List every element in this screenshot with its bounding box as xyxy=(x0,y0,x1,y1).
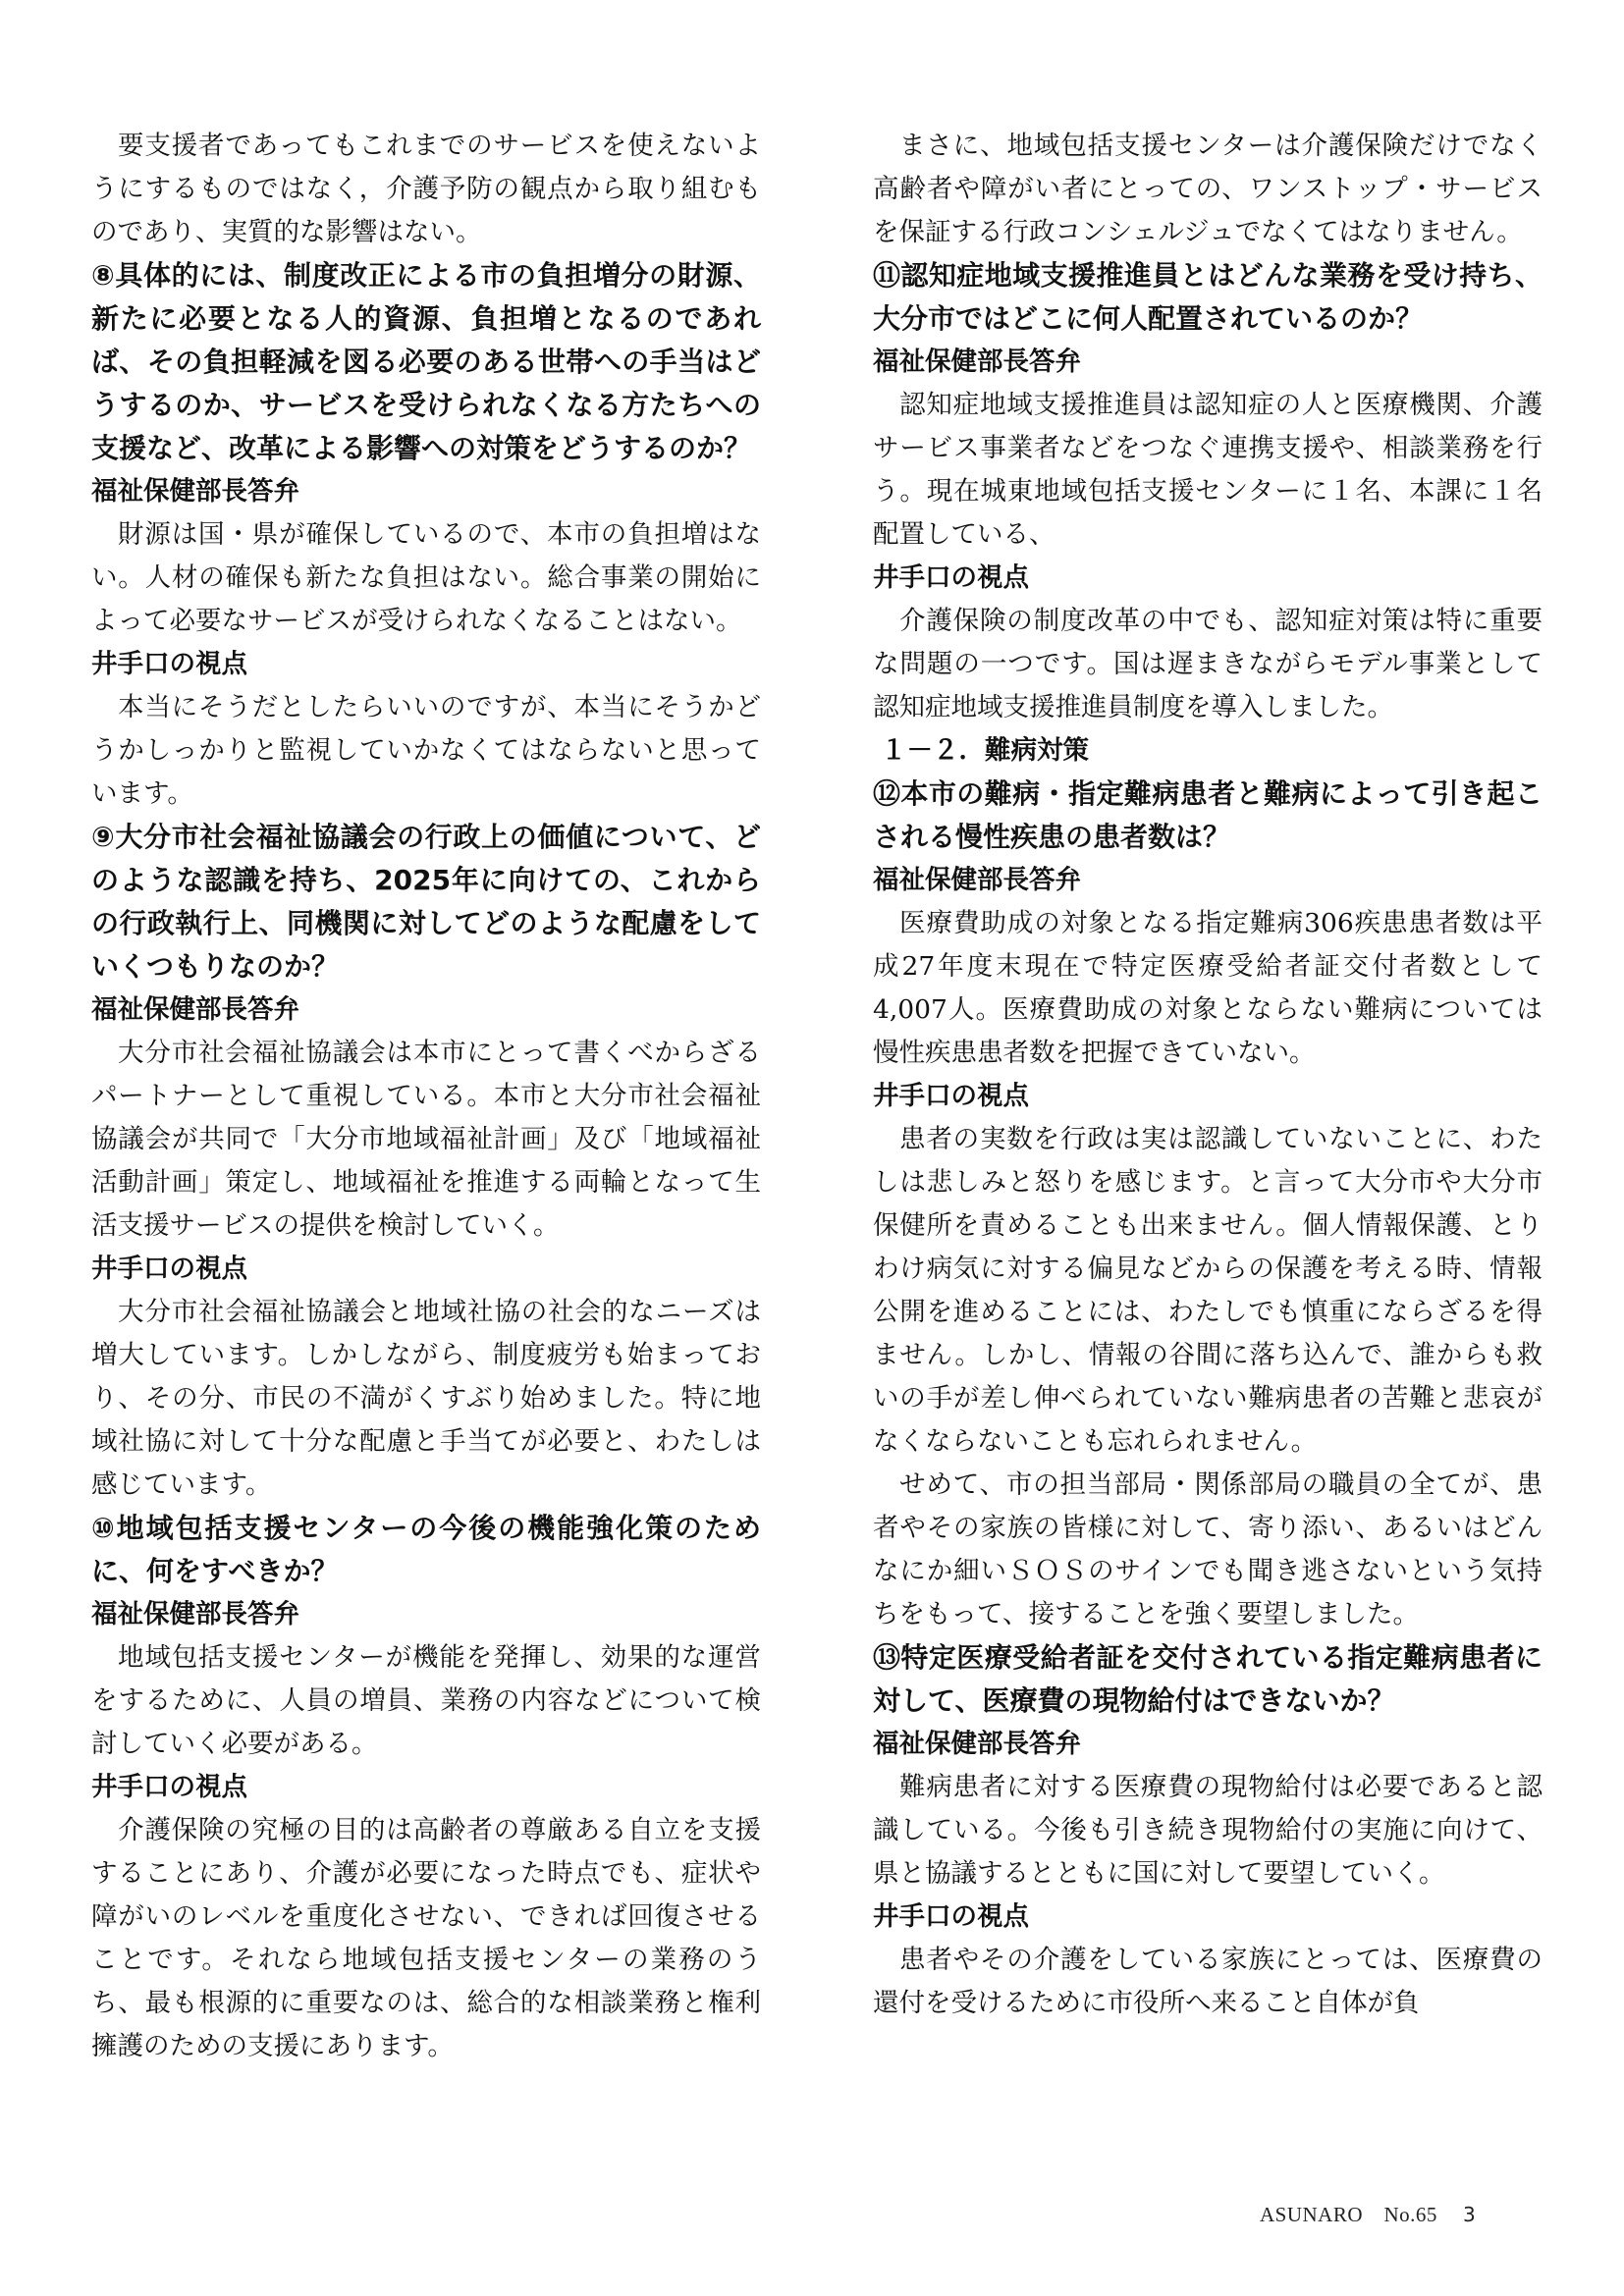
answer-paragraph: 財源は国・県が確保しているので、本市の負担増はない。人材の確保も新たな負担はない。総合事業の開始によって必要なサービスが受けられなくなることはない。 xyxy=(91,519,761,636)
viewpoint-paragraph: 介護保険の究極の目的は高齢者の尊厳ある自立を支援することにあり、介護が必要になった時点でも、症状や障がいのレベルを重度化させない、できれば回復させることです。それなら地域包括支援センターの業務のうち、最も根源的に重要なのは、総合的な相談業務と権利擁護のための支援にあります。 xyxy=(91,1815,761,2061)
viewpoint-paragraph: 大分市社会福祉協議会と地域社協の社会的なニーズは増大しています。しかしながら、制度疲労も始まっており、その分、市民の不満がくすぶり始めました。特に地域社協に対して十分な配慮と手当てが必要と、わたしは感じています。 xyxy=(91,1297,761,1500)
viewpoint-paragraph: せめて、市の担当部局・関係部局の職員の全てが、患者やその家族の皆様に対して、寄り添い、あるいはどんなにか細いＳＯＳのサインでも聞き逃さないという気持ちをもって、接することを強く要望しました。 xyxy=(873,1469,1543,1629)
answer-paragraph: 大分市社会福祉協議会は本市にとって書くべからざるパートナーとして重視している。本市と大分市社会福祉協議会が共同で「大分市地域福祉計画」及び「地域福祉活動計画」策定し、地域福祉を推進する両輪となって生活支援サービスの提供を検討していく。 xyxy=(91,1038,761,1241)
question-11: ⑪認知症地域支援推進員とはどんな業務を受け持ち、大分市ではどこに何人配置されているのか？ xyxy=(873,259,1543,335)
answer-heading: 福祉保健部長答弁 xyxy=(91,994,299,1025)
viewpoint-heading: 井手口の視点 xyxy=(91,649,247,679)
question-8: ⑧具体的には、制度改正による市の負担増分の財源、新たに必要となる人的資源、負担増となるのであれば、その負担軽減を図る必要のある世帯への手当はどうするのか、サービスを受けられなくなる方たちへの支援など、改革による影響への対策をどうするのか？ xyxy=(91,259,761,464)
journal-name: ASUNARO No.65 xyxy=(1260,2203,1437,2226)
answer-heading: 福祉保健部長答弁 xyxy=(873,347,1081,377)
answer-paragraph: 認知症地域支援推進員は認知症の人と医療機関、介護サービス事業者などをつなぐ連携支援や、相談業務を行う。現在城東地域包括支援センターに１名、本課に１名配置している、 xyxy=(873,390,1543,550)
page-number: 3 xyxy=(1462,2203,1477,2226)
left-column xyxy=(91,125,761,2068)
answer-heading: 福祉保健部長答弁 xyxy=(873,1729,1081,1759)
answer-heading: 福祉保健部長答弁 xyxy=(91,1599,299,1629)
question-12: ⑫本市の難病・指定難病患者と難病によって引き起こされる慢性疾患の患者数は？ xyxy=(873,777,1543,853)
question-10: ⑩地域包括支援センターの今後の機能強化策のために、何をすべきか？ xyxy=(91,1512,761,1587)
viewpoint-heading: 井手口の視点 xyxy=(873,1901,1029,1932)
viewpoint-paragraph: 介護保険の制度改革の中でも、認知症対策は特に重要な問題の一つです。国は遅まきながらモデル事業として認知症地域支援推進員制度を導入しました。 xyxy=(873,606,1543,722)
viewpoint-paragraph: 患者やその介護をしている家族にとっては、医療費の還付を受けるために市役所へ来ること自体が負 xyxy=(873,1945,1543,2018)
viewpoint-heading: 井手口の視点 xyxy=(91,1772,247,1802)
section-heading: １－２．難病対策 xyxy=(881,735,1089,766)
viewpoint-paragraph: 本当にそうだとしたらいいのですが、本当にそうかどうかしっかりと監視していかなくてはならないと思っています。 xyxy=(91,692,761,809)
viewpoint-heading: 井手口の視点 xyxy=(873,1081,1029,1111)
viewpoint-heading: 井手口の視点 xyxy=(873,562,1029,593)
viewpoint-paragraph: 患者の実数を行政は実は認識していないことに、わたしは悲しみと怒りを感じます。と言って大分市や大分市保健所を責めることも出来ません。個人情報保護、とりわけ病気に対する偏見などからの保護を考える時、情報公開を進めることには、わたしでも慎重にならざるを得ません。しかし、情報の谷間に落ち込んで、誰からも救いの手が差し伸べられていない難病患者の苦難と悲哀がなくならないことも忘れられません。 xyxy=(873,1124,1543,1457)
answer-heading: 福祉保健部長答弁 xyxy=(873,865,1081,895)
answer-paragraph: 要支援者であってもこれまでのサービスを使えないようにするものではなく，介護予防の観点から取り組むものであり、実質的な影響はない。 xyxy=(91,131,761,247)
answer-paragraph: 難病患者に対する医療費の現物給付は必要であると認識している。今後も引き続き現物給付の実施に向けて、県と協議するとともに国に対して要望していく。 xyxy=(873,1772,1543,1889)
right-column xyxy=(873,125,1543,2025)
question-9: ⑨大分市社会福祉協議会の行政上の価値について、どのような認識を持ち、2025年に向けての、これからの行政執行上、同機関に対してどのような配慮をしていくつもりなのか？ xyxy=(91,821,761,983)
viewpoint-heading: 井手口の視点 xyxy=(91,1254,247,1284)
question-13: ⑬特定医療受給者証を交付されている指定難病患者に対して、医療費の現物給付はできないか？ xyxy=(873,1641,1543,1717)
page-footer xyxy=(1260,2199,1476,2228)
answer-heading: 福祉保健部長答弁 xyxy=(91,476,299,507)
answer-paragraph: 地域包括支援センターが機能を発揮し、効果的な運営をするために、人員の増員、業務の内容などについて検討していく必要がある。 xyxy=(91,1642,761,1759)
answer-paragraph: 医療費助成の対象となる指定難病306疾患患者数は平成27年度末現在で特定医療受給者証交付者数として4,007人。医療費助成の対象とならない難病については慢性疾患患者数を把握できていない。 xyxy=(873,908,1543,1068)
viewpoint-paragraph: まさに、地域包括支援センターは介護保険だけでなく高齢者や障がい者にとっての、ワンストップ・サービスを保証する行政コンシェルジュでなくてはなりません。 xyxy=(873,131,1543,247)
